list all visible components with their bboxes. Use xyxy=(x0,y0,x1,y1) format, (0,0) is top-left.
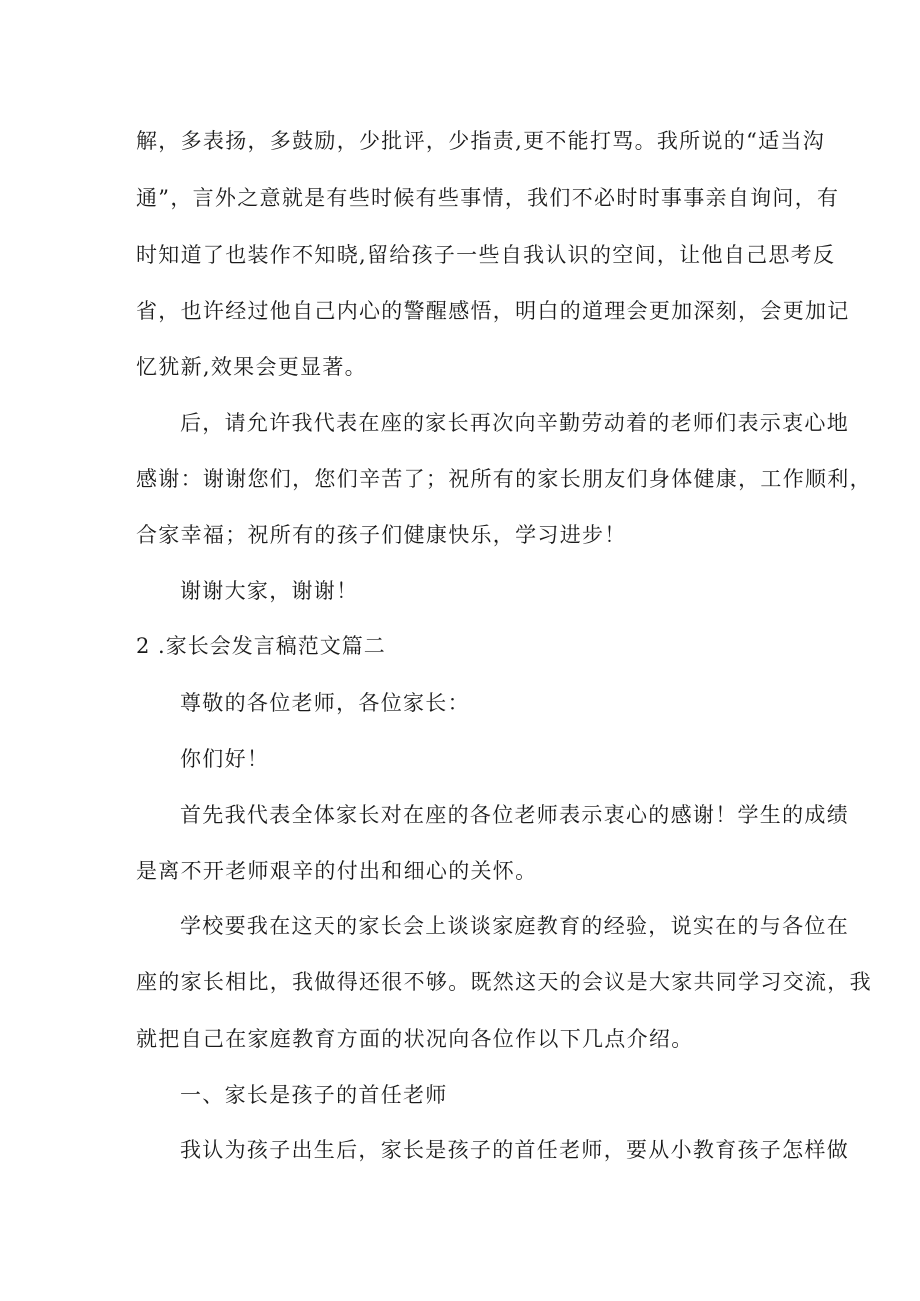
paragraph-line: 解，多表扬，多鼓励，少批评，少指责,更不能打骂。我所说的“适当沟 xyxy=(136,129,826,153)
paragraph-line: 时知道了也装作不知晓,留给孩子一些自我认识的空间，让他自己思考反 xyxy=(136,243,836,267)
section-heading: 2 .家长会发言稿范文篇二 xyxy=(136,634,386,658)
paragraph-line: 学校要我在这天的家长会上谈谈家庭教育的经验，说实在的与各位在 xyxy=(180,914,849,938)
paragraph-line: 就把自己在家庭教育方面的状况向各位作以下几点介绍。 xyxy=(136,1027,694,1051)
paragraph-line: 感谢：谢谢您们，您们辛苦了；祝所有的家长朋友们身体健康，工作顺利， xyxy=(136,467,872,491)
salutation: 尊敬的各位老师，各位家长： xyxy=(180,691,470,715)
paragraph-line: 我认为孩子出生后，家长是孩子的首任老师，要从小教育孩子怎样做 xyxy=(180,1138,849,1162)
subsection-heading: 一、家长是孩子的首任老师 xyxy=(180,1083,448,1107)
greeting: 你们好！ xyxy=(180,747,270,771)
paragraph-line: 合家幸福；祝所有的孩子们健康快乐，学习进步！ xyxy=(136,523,627,547)
paragraph-line: 是离不开老师艰辛的付出和细心的关怀。 xyxy=(136,859,538,883)
paragraph-line: 后，请允许我代表在座的家长再次向辛勤劳动着的老师们表示衷心地 xyxy=(180,411,849,435)
paragraph-line: 座的家长相比，我做得还很不够。既然这天的会议是大家共同学习交流，我 xyxy=(136,970,872,994)
paragraph-line: 通”，言外之意就是有些时候有些事情，我们不必时时事事亲自询问，有 xyxy=(136,186,840,210)
paragraph-line: 忆犹新,效果会更显著。 xyxy=(136,355,367,379)
paragraph-line: 首先我代表全体家长对在座的各位老师表示衷心的感谢！学生的成绩 xyxy=(180,803,849,827)
paragraph-line: 省，也许经过他自己内心的警醒感悟，明白的道理会更加深刻，会更加记 xyxy=(136,299,850,323)
paragraph-line: 谢谢大家，谢谢！ xyxy=(180,579,359,603)
